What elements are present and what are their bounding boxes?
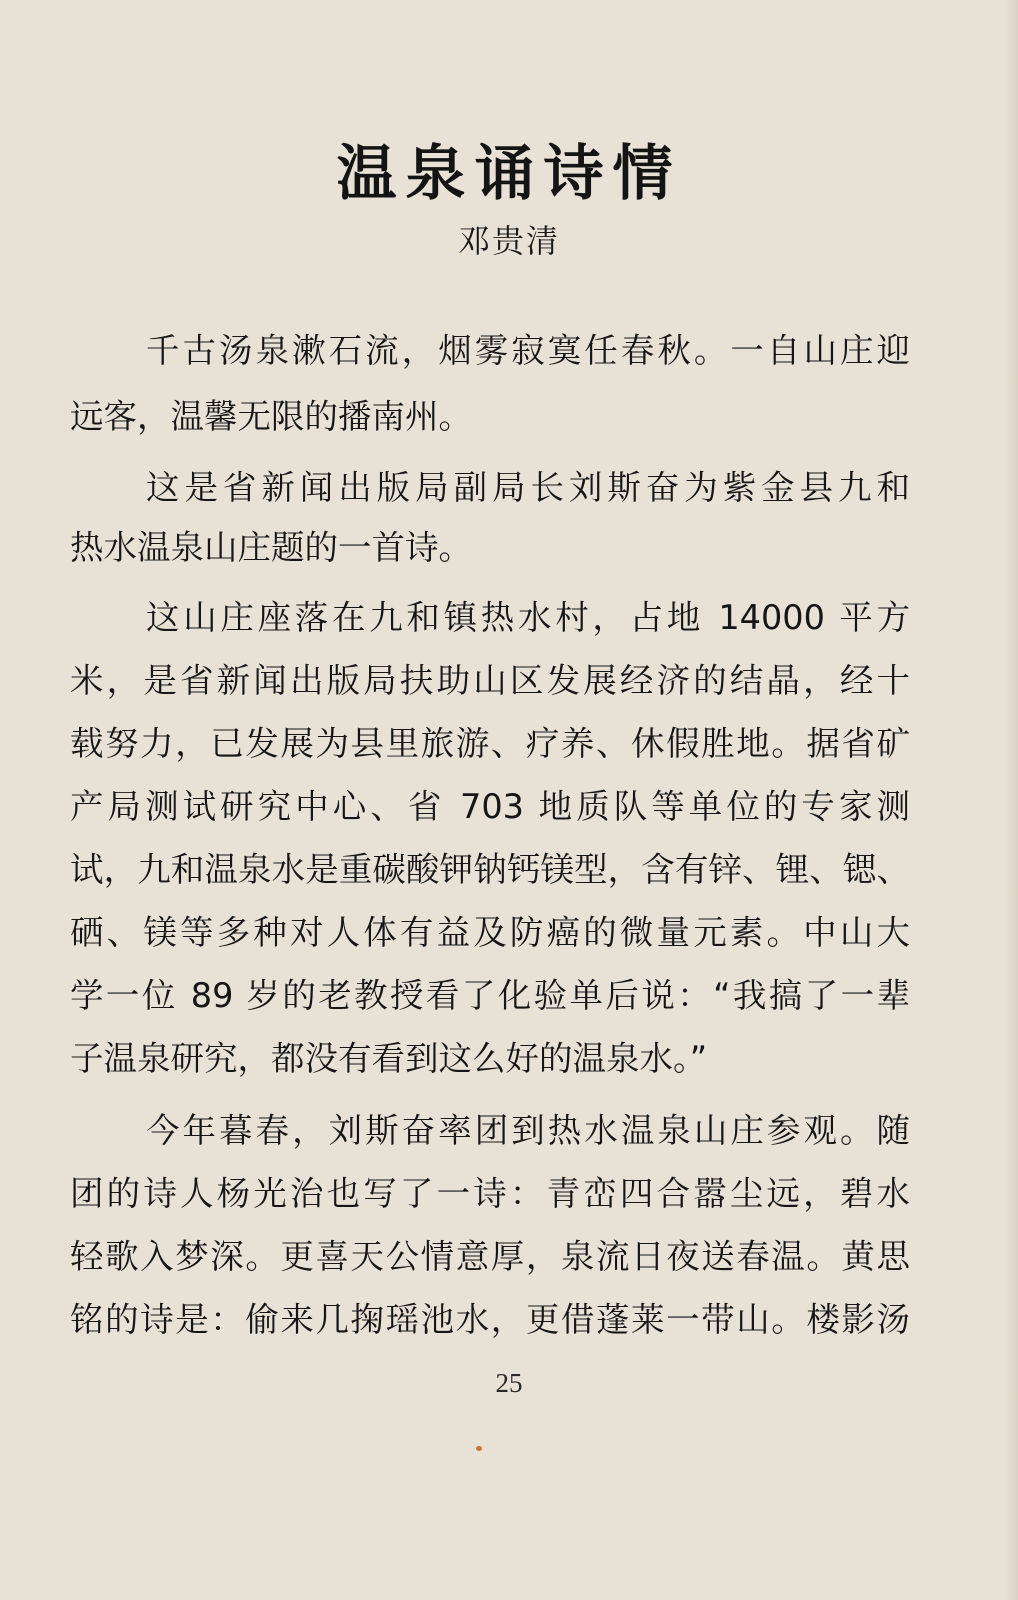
text-line-15: 轻歌入梦深。更喜天公情意厚，泉流日夜送春温。黄思: [70, 1237, 910, 1276]
article-author: 邓贵清: [457, 222, 560, 260]
text-line-4: 热水温泉山庄题的一首诗。: [70, 528, 472, 567]
article-title: 温泉诵诗情: [336, 139, 682, 209]
text-line-6: 米，是省新闻出版局扶助山区发展经济的结晶，经十: [70, 661, 910, 700]
text-line-11: 学一位 89 岁的老教授看了化验单后说：“我搞了一辈: [70, 976, 910, 1015]
text-line-1: 千古汤泉漱石流，烟雾寂寞任春秋。一自山庄迎: [146, 331, 910, 370]
text-line-13: 今年暮春，刘斯奋率团到热水温泉山庄参观。随: [146, 1111, 910, 1150]
text-line-10: 硒、镁等多种对人体有益及防癌的微量元素。中山大: [70, 913, 910, 952]
text-line-5: 这山庄座落在九和镇热水村，占地 14000 平方: [146, 598, 910, 637]
text-line-9: 试，九和温泉水是重碳酸钾钠钙镁型，含有锌、锂、锶、: [70, 850, 910, 889]
text-line-16: 铭的诗是：偷来几掬瑶池水，更借蓬莱一带山。楼影汤: [70, 1300, 910, 1339]
text-line-14: 团的诗人杨光治也写了一诗：青峦四合嚣尘远，碧水: [70, 1174, 910, 1213]
text-line-12: 子温泉研究，都没有看到这么好的温泉水。”: [70, 1039, 708, 1078]
text-line-3: 这是省新闻出版局副局长刘斯奋为紫金县九和: [146, 468, 910, 507]
paper-speck: [476, 1446, 482, 1451]
page-number: 25: [495, 1368, 523, 1398]
text-line-7: 载努力，已发展为县里旅游、疗养、休假胜地。据省矿: [70, 724, 910, 763]
text-line-2: 远客，温馨无限的播南州。: [70, 397, 472, 436]
text-line-8: 产局测试研究中心、省 703 地质队等单位的专家测: [70, 787, 910, 826]
